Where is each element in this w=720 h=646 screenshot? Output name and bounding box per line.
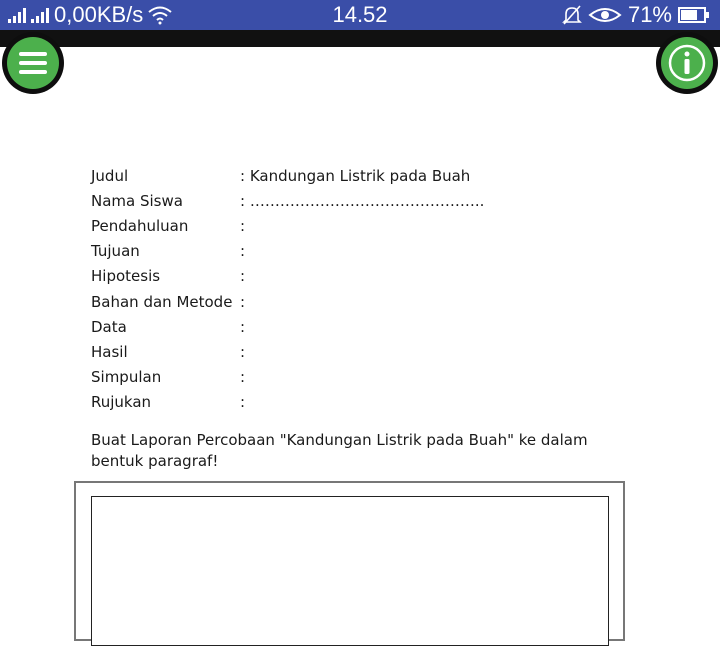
row-value: : [240, 342, 246, 361]
info-button[interactable] [656, 32, 718, 94]
instruction-text: Buat Laporan Percobaan "Kandungan Listrik pada Buah" ke dalam bentuk paragraf! [91, 431, 588, 470]
row-value: : [240, 267, 246, 286]
form-row [91, 289, 631, 314]
status-bar [0, 0, 720, 30]
row-label: Tujuan [91, 242, 140, 261]
row-value: : ……………………………………….. [240, 191, 485, 210]
form-row [91, 339, 631, 364]
info-icon [667, 43, 707, 83]
row-value: : [240, 292, 246, 311]
report-template [91, 163, 631, 415]
mute-icon [562, 4, 582, 26]
row-value: : Kandungan Listrik pada Buah [240, 166, 471, 185]
network-speed: 0,00KB/s [54, 2, 144, 27]
clock: 14.52 [332, 2, 388, 27]
row-label: Nama Siswa [91, 191, 183, 210]
row-label: Bahan dan Metode [91, 292, 233, 311]
row-value: : [240, 242, 246, 261]
form-row [91, 314, 631, 339]
row-label: Hipotesis [91, 267, 161, 286]
menu-button[interactable] [2, 32, 64, 94]
form-row [91, 188, 631, 213]
row-label: Simpulan [91, 368, 162, 387]
row-label: Judul [91, 166, 129, 185]
row-label: Pendahuluan [91, 216, 189, 235]
status-right [562, 0, 710, 30]
battery-percent: 71% [627, 2, 672, 27]
row-label: Data [91, 317, 127, 336]
app-header-bar [0, 30, 720, 47]
form-row [91, 239, 631, 264]
form-row [91, 365, 631, 390]
battery-icon [678, 6, 710, 24]
eye-icon [588, 5, 622, 25]
row-value: : [240, 368, 246, 387]
form-row [91, 213, 631, 238]
info-button-face [661, 37, 713, 89]
form-row [91, 163, 631, 188]
form-row [91, 264, 631, 289]
answer-box[interactable] [91, 496, 609, 646]
row-value: : [240, 216, 246, 235]
hamburger-icon [18, 50, 48, 76]
form-row [91, 390, 631, 415]
row-value: : [240, 317, 246, 336]
row-value: : [240, 393, 246, 412]
row-label: Rujukan [91, 393, 152, 412]
row-label: Hasil [91, 342, 128, 361]
menu-button-face [7, 37, 59, 89]
